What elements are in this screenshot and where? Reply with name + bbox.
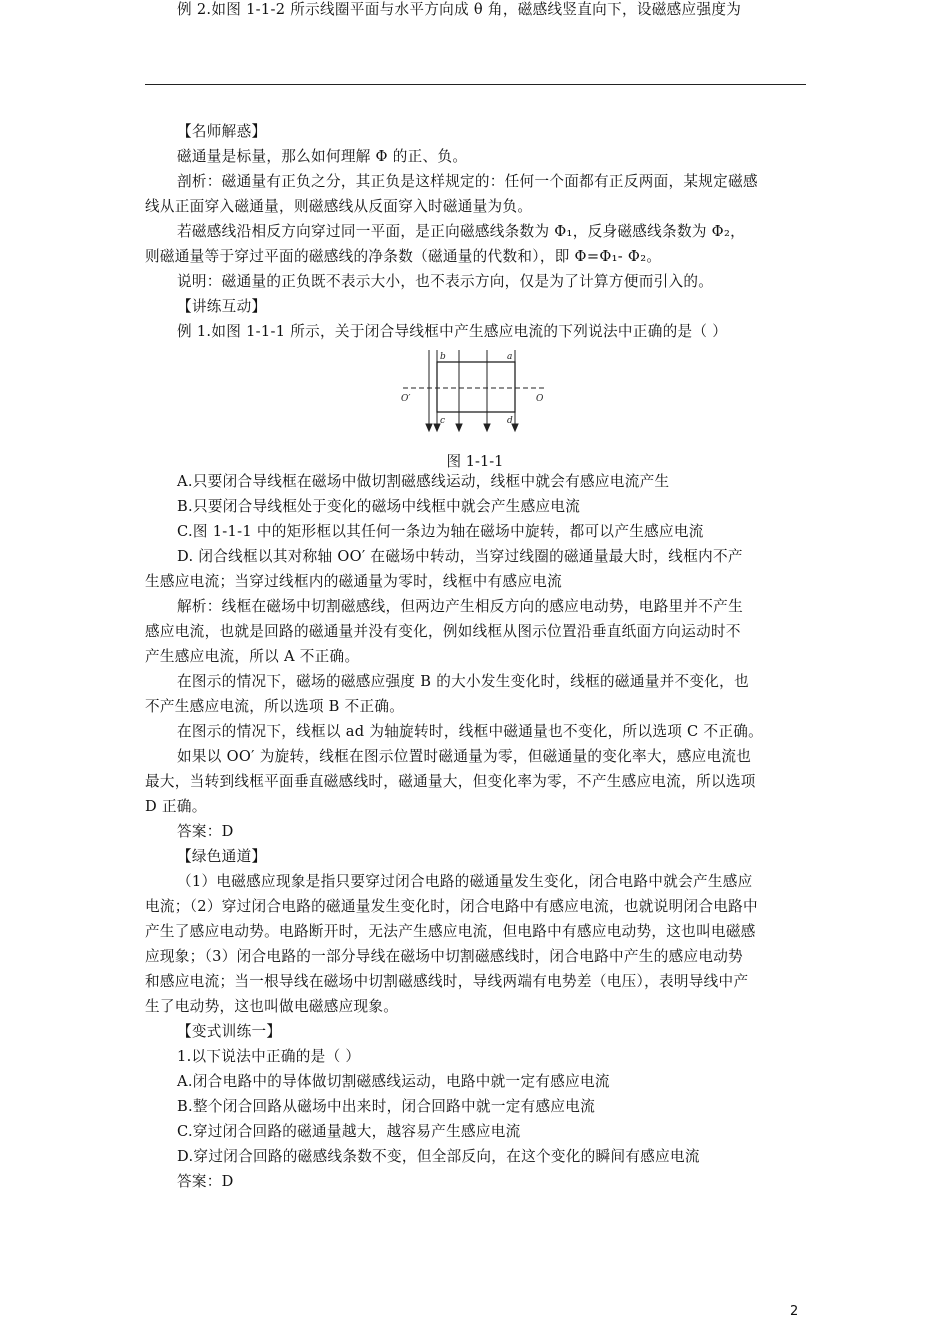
text-line: 生了电动势，这也叫做电磁感应现象。 bbox=[145, 998, 399, 1015]
text-line: 【讲练互动】 bbox=[177, 298, 267, 315]
text-line: 产生了感应电动势。电路断开时，无法产生感应电流，但电路中有感应电动势，这也叫电磁感 bbox=[145, 923, 756, 940]
text-line: 【名师解惑】 bbox=[177, 123, 267, 140]
coil-in-field-diagram bbox=[395, 346, 555, 436]
text-line: 若磁感线沿相反方向穿过同一平面，是正向磁感线条数为 Φ₁，反身磁感线条数为 Φ₂， bbox=[177, 223, 745, 240]
text-line: 【绿色通道】 bbox=[177, 848, 267, 865]
text-line: D.穿过闭合回路的磁感线条数不变，但全部反向，在这个变化的瞬间有感应电流 bbox=[177, 1148, 700, 1165]
text-line: 应现象；（3）闭合电路的一部分导线在磁场中切割磁感线时，闭合电路中产生的感应电动势 bbox=[145, 948, 744, 965]
text-line: A.闭合电路中的导体做切割磁感线运动，电路中就一定有感应电流 bbox=[177, 1073, 610, 1090]
text-line: 产生感应电流，所以 A 不正确。 bbox=[145, 648, 360, 665]
text-line: 不产生感应电流，所以选项 B 不正确。 bbox=[145, 698, 405, 715]
label-o-prime: O′ bbox=[401, 394, 411, 404]
text-line: B.整个闭合回路从磁场中出来时，闭合回路中就一定有感应电流 bbox=[177, 1098, 596, 1115]
page-number: 2 bbox=[790, 1304, 799, 1319]
field-arrow bbox=[456, 424, 462, 431]
text-line: 生感应电流；当穿过线框内的磁通量为零时，线框中有感应电流 bbox=[145, 573, 563, 590]
label-c: c bbox=[440, 416, 446, 426]
figure-caption: 图 1-1-1 bbox=[446, 453, 504, 470]
text-line: D. 闭合线框以其对称轴 OO′ 在磁场中转动，当穿过线圈的磁通量最大时，线框内不产 bbox=[177, 548, 743, 565]
field-arrow bbox=[426, 424, 432, 431]
text-line: 答案：D bbox=[177, 823, 234, 840]
text-line: 1.以下说法中正确的是（ ） bbox=[177, 1048, 361, 1065]
label-d: d bbox=[507, 416, 513, 426]
text-line: 磁通量是标量，那么如何理解 Φ 的正、负。 bbox=[177, 148, 468, 165]
field-arrow bbox=[512, 424, 518, 431]
label-o: O bbox=[536, 394, 544, 404]
text-line: C.图 1-1-1 中的矩形框以其任何一条边为轴在磁场中旋转，都可以产生感应电流 bbox=[177, 523, 704, 540]
field-arrow bbox=[484, 424, 490, 431]
text-line: 电流；（2）穿过闭合电路的磁通量发生变化时，闭合电路中有感应电流，也就说明闭合电路中 bbox=[145, 898, 758, 915]
text-line: B.只要闭合导线框处于变化的磁场中线框中就会产生感应电流 bbox=[177, 498, 581, 515]
text-line: 剖析：磁通量有正负之分，其正负是这样规定的：任何一个面都有正反两面，某规定磁感 bbox=[177, 173, 758, 190]
text-line: 例 2.如图 1-1-2 所示线圈平面与水平方向成 θ 角，磁感线竖直向下，设磁感应强度为 bbox=[177, 1, 742, 18]
header-rule bbox=[145, 84, 806, 85]
text-line: 如果以 OO′ 为旋转，线框在图示位置时磁通量为零，但磁通量的变化率大，感应电流也 bbox=[177, 748, 752, 765]
text-line: 在图示的情况下，磁场的磁感应强度 B 的大小发生变化时，线框的磁通量并不变化，也 bbox=[177, 673, 749, 690]
text-line: 和感应电流；当一根导线在磁场中切割磁感线时，导线两端有电势差（电压），表明导线中产 bbox=[145, 973, 749, 990]
figure-1-1-1 bbox=[395, 346, 555, 440]
coil-frame bbox=[437, 362, 515, 412]
text-line: 则磁通量等于穿过平面的磁感线的净条数（磁通量的代数和），即 Φ=Φ₁- Φ₂。 bbox=[145, 248, 662, 265]
text-line: C.穿过闭合回路的磁通量越大，越容易产生感应电流 bbox=[177, 1123, 521, 1140]
text-line: D 正确。 bbox=[145, 798, 207, 815]
text-line: 线从正面穿入磁通量，则磁感线从反面穿入时磁通量为负。 bbox=[145, 198, 533, 215]
text-line: 答案：D bbox=[177, 1173, 234, 1190]
text-line: 最大，当转到线框平面垂直磁感线时，磁通量大，但变化率为零，不产生感应电流，所以选项 bbox=[145, 773, 756, 790]
text-line: （1）电磁感应现象是指只要穿过闭合电路的磁通量发生变化，闭合电路中就会产生感应 bbox=[177, 873, 753, 890]
text-line: 【变式训练一】 bbox=[177, 1023, 282, 1040]
text-line: 解析：线框在磁场中切割磁感线，但两边产生相反方向的感应电动势，电路里并不产生 bbox=[177, 598, 743, 615]
text-line: A.只要闭合导线框在磁场中做切割磁感线运动，线框中就会有感应电流产生 bbox=[177, 473, 670, 490]
text-line: 在图示的情况下，线框以 ad 为轴旋转时，线框中磁通量也不变化，所以选项 C 不正确。 bbox=[177, 723, 764, 740]
label-b: b bbox=[440, 352, 446, 362]
text-line: 说明：磁通量的正负既不表示大小，也不表示方向，仅是为了计算方便而引入的。 bbox=[177, 273, 714, 290]
text-line: 例 1.如图 1-1-1 所示，关于闭合导线框中产生感应电流的下列说法中正确的是（ ） bbox=[177, 323, 728, 340]
label-a: a bbox=[507, 352, 513, 362]
text-line: 感应电流，也就是回路的磁通量并没有变化，例如线框从图示位置沿垂直纸面方向运动时不 bbox=[145, 623, 741, 640]
